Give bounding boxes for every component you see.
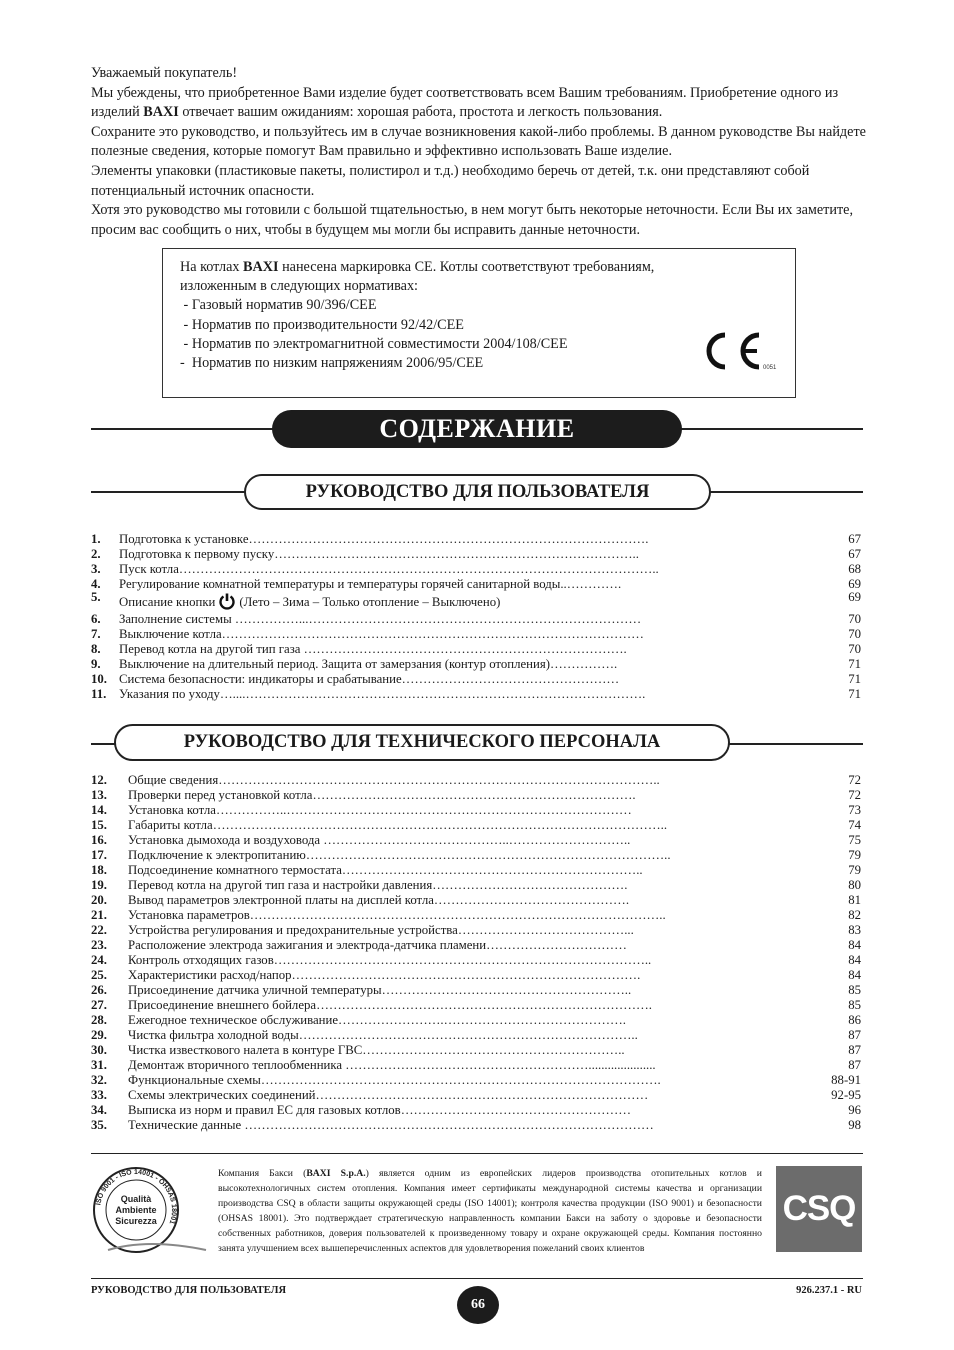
toc-item[interactable]: 32. Функциональные схемы…………………………………………………………………………………. 88-91 <box>91 1073 861 1087</box>
ce-compliance-text: На котлах BAXI нанесена маркировка CE. Котлы соответствуют требованиям, изложенным в следующих нормативах: - Газовый норматив 90/396/CEE - Норматив по производительности 92/42/CEE - Норматив по электромагнитной совместимости 2004/108/CEE - Норматив по низким напряжениям 2006/95/CEE <box>180 258 740 373</box>
footer-divider <box>91 1153 863 1154</box>
svg-text:Ambiente: Ambiente <box>115 1205 157 1215</box>
toc-item[interactable]: 19. Перевод котла на другой тип газа и настройки давления………………………………………. 80 <box>91 878 861 892</box>
intro-text <box>91 64 866 240</box>
tech-guide-heading: РУКОВОДСТВО ДЛЯ ТЕХНИЧЕСКОГО ПЕРСОНАЛА <box>114 724 730 761</box>
page-number: 66 <box>457 1286 499 1324</box>
toc-item[interactable]: 6. Заполнение системы ……………...…………………………………………………………………… 70 <box>91 612 861 626</box>
toc-item[interactable]: 16. Установка дымохода и воздуховода ……………………………………..……………………….. 75 <box>91 833 861 847</box>
greeting: Уважаемый покупатель! <box>91 65 238 81</box>
toc-item[interactable]: 24. Контроль отходящих газов…………………………………………………………………………….. 84 <box>91 953 861 967</box>
intro-paragraph-1: Мы убеждены, что приобретенное Вами изделие будет соответствовать всем Вашим требованиям. Приобретение одного из изделий BAXI отвечает вашим ожиданиям: хорошая работа, простота и легкость пользования. <box>91 84 839 121</box>
footer-divider <box>91 1278 863 1279</box>
power-button-icon <box>218 592 236 610</box>
toc-item[interactable]: 4. Регулирование комнатной температуры и температуры горячей санитарной воды..…………. 69 <box>91 577 861 591</box>
norm-item: - Газовый норматив 90/396/CEE <box>180 297 377 314</box>
toc-item[interactable]: 8. Перевод котла на другой тип газа …………………………………………………………………. 70 <box>91 642 861 656</box>
toc-item[interactable]: 17. Подключение к электропитанию………………………………………………………………………….. 79 <box>91 848 861 862</box>
toc-item[interactable]: 7. Выключение котла……………………………………………………………………………………… 70 <box>91 627 861 641</box>
toc-item[interactable]: 27. Присоединение внешнего бойлера……………………………………………………………………. 85 <box>91 998 861 1012</box>
toc-item[interactable]: 20. Вывод параметров электронной платы на дисплей котла………………………………………. 81 <box>91 893 861 907</box>
toc-item[interactable]: 15. Габариты котла…………………………………………………………………………………………….. 74 <box>91 818 861 832</box>
toc-item[interactable]: 14. Установка котла……………..……………………………………………………………………… 73 <box>91 803 861 817</box>
toc-item[interactable]: 10. Система безопасности: индикаторы и срабатывание…………………………………………… 71 <box>91 672 861 686</box>
toc-item[interactable]: 35. Технические данные …………………………………………………………………………………… 98 <box>91 1118 861 1132</box>
toc-item[interactable]: 28. Ежегодное техническое обслуживание…………………….……………………………………. 86 <box>91 1013 861 1027</box>
company-brand: BAXI S.p.A. <box>306 1168 366 1179</box>
toc-item[interactable]: 21. Установка параметров…………………………………………………………………………………….. 82 <box>91 908 861 922</box>
toc-item[interactable]: 33. Схемы электрических соединений…………………………………………………………………… 92-95 <box>91 1088 861 1102</box>
toc-item[interactable]: 5. Описание кнопки (Лето – Зима – Только отопление – Выключено) 69 <box>91 590 861 609</box>
svg-text:Qualità: Qualità <box>120 1194 152 1204</box>
company-description: Компания Бакси (BAXI S.p.A.) является одним из европейских лидеров производства отопительных котлов и высокотехнологичных систем отопления. Компания имеет сертификаты международной системы качества и организации производства CSQ в области защиты окружающей среды (ISO 14001); контроля качества продукции (ISO 9001) и безопасности (OHSAS 18001). Это подтверждает стратегическую направленность компании Бакси на заботу о здоровье и безопасности собственных работников, доверия пользователей к произведенному товару и охране окружающей среды. Компания постоянно занята улучшением всех вышеперечисленных аспектов для удовлетворения пожеланий своих клиентов <box>218 1168 762 1254</box>
svg-text:ISO 9001 - ISO 14001 - OHSAS 1: ISO 9001 - ISO 14001 - OHSAS 18001 <box>95 1168 178 1225</box>
footer-section-label: РУКОВОДСТВО ДЛЯ ПОЛЬЗОВАТЕЛЯ <box>91 1285 287 1296</box>
toc-item[interactable]: 25. Характеристики расход/напор………………………………………………………………………. 84 <box>91 968 861 982</box>
toc-item[interactable]: 2. Подготовка к первому пуску………………………………………………………………………….. 67 <box>91 547 861 561</box>
toc-item[interactable]: 31. Демонтаж вторичного теплообменника …………………………………………………..................... 87 <box>91 1058 861 1072</box>
ce-mark-icon <box>703 331 793 371</box>
toc-item[interactable]: 23. Расположение электрода зажигания и электрода-датчика пламени…………………………… 84 <box>91 938 861 952</box>
toc-item[interactable]: 26. Присоединение датчика уличной температуры………………………………………………….. 85 <box>91 983 861 997</box>
ce-compliance-box <box>162 248 796 398</box>
intro-paragraph-2: Сохраните это руководство, и пользуйтесь им в случае возникновения какой-либо проблемы. В данном руководстве Вы найдете полезные сведения, которые помогут Вам правильно и эффективно использовать Ваше изделие. <box>91 123 866 160</box>
toc-item[interactable]: 34. Выписка из норм и правил ЕС для газовых котлов……………………………………………… 96 <box>91 1103 861 1117</box>
toc-item[interactable]: 30. Чистка известкового налета в контуре ГВС…………………………………………………….. 87 <box>91 1043 861 1057</box>
toc-item[interactable]: 18. Подсоединение комнатного термостата…………………………………………………………….. 79 <box>91 863 861 877</box>
toc-item[interactable]: 12. Общие сведения………………………………………………………………………………………….. 72 <box>91 773 861 787</box>
norm-item: - Норматив по производительности 92/42/CEE <box>180 316 464 333</box>
intro-paragraph-3: Элементы упаковки (пластиковые пакеты, полистирол и т.д.) необходимо беречь от детей, т.к. они представляют собой потенциальный источник опасности. <box>91 162 810 199</box>
norm-item: - Норматив по электромагнитной совместимости 2004/108/CEE <box>180 335 568 352</box>
brand-name: BAXI <box>143 104 179 121</box>
user-guide-heading: РУКОВОДСТВО ДЛЯ ПОЛЬЗОВАТЕЛЯ <box>244 474 711 510</box>
document-code: 926.237.1 - RU <box>796 1285 862 1296</box>
toc-item[interactable]: 9. Выключение на длительный период. Защита от замерзания (контур отопления)……………. 71 <box>91 657 861 671</box>
svg-text:Sicurezza: Sicurezza <box>115 1216 157 1226</box>
contents-title: СОДЕРЖАНИЕ <box>272 410 682 448</box>
norm-item: - Норматив по низким напряжениям 2006/95/CEE <box>180 355 484 372</box>
toc-item[interactable]: 1. Подготовка к установке…………………………………………………………………………………. 67 <box>91 532 861 546</box>
csq-logo: CSQ <box>776 1166 862 1252</box>
intro-paragraph-4: Хотя это руководство мы готовили с большой тщательностью, в нем могут быть некоторые неточности. Если Вы их заметите, просим вас сообщить о них, чтобы в будущем мы могли бы исправить данные неточности. <box>91 202 853 238</box>
toc-item[interactable]: 13. Проверки перед установкой котла…………………………………………………………………. 72 <box>91 788 861 802</box>
user-guide-toc <box>91 532 861 702</box>
toc-item[interactable]: 3. Пуск котла………………………………………………………………………………………………….. 68 <box>91 562 861 576</box>
toc-item[interactable]: 29. Чистка фильтра холодной воды…………………………………………………………………….. 87 <box>91 1028 861 1042</box>
tech-guide-toc <box>91 773 861 1133</box>
ce-notified-body-code: 0051 <box>763 365 777 371</box>
toc-item[interactable]: 11. Указания по уходу…....…………………………………………………………………………………. 71 <box>91 687 861 701</box>
toc-item[interactable]: 22. Устройства регулирования и предохранительные устройства…………………………………... 83 <box>91 923 861 937</box>
quality-certification-logo <box>88 1162 208 1262</box>
